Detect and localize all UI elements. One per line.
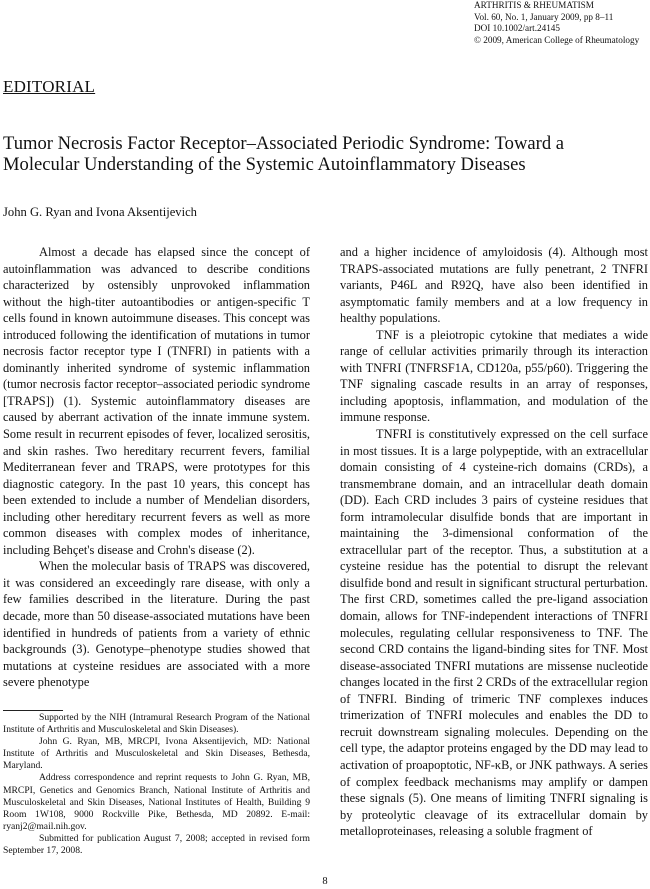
paragraph: Almost a decade has elapsed since the concept of autoinflammation was advanced to describe conditions characterized by ostensibly unprovoked inflammation without the high-titer autoantibodies or antigen-specific T cells found in known autoimmune diseases. This concept was introduced following the identification of mutations in tumor necrosis factor receptor type I (TNFRI) in patients with a dominantly inherited syndrome of systemic inflammation (tumor necrosis factor receptor–associated periodic syndrome [TRAPS]) (1). Systemic autoinflammatory diseases are caused by aberrant activation of the innate immune system. Some result in recurrent episodes of fever, localized serositis, and skin rashes. Two hereditary recurrent fevers, familial Mediterranean fever and TRAPS, were prototypes for this diagnostic category. In the past 10 years, this concept has been extended to include a number of Mendelian disorders, including other hereditary recurrent fevers as well as more common diseases with complex modes of inheritance, including Behçet's disease and Crohn's disease (2).	[3, 245, 310, 557]
footnote-funding: Supported by the NIH (Intramural Research Program of the National Institute of Arthritis and Musculoskeletal and Skin Diseases).	[3, 712, 310, 736]
journal-header	[474, 0, 650, 46]
page-number: 8	[322, 876, 328, 887]
body-column-right	[340, 244, 648, 840]
journal-name: ARTHRITIS & RHEUMATISM	[474, 0, 594, 10]
footnote-correspondence: Address correspondence and reprint requests to John G. Ryan, MB, MRCPI, Genetics and Genomics Branch, National Institute of Arthritis and Musculoskeletal and Skin Diseases, National Institutes of Health, Building 9 Room 1W108, 9000 Rockville Pike, Bethesda, MD 20892. E-mail: ryanj2@mail.nih.gov.	[3, 772, 310, 832]
doi: DOI 10.1002/art.24145	[474, 23, 560, 34]
paragraph: and a higher incidence of amyloidosis (4). Although most TRAPS-associated mutations are fully penetrant, 2 TNFRI variants, P46L and R92Q, have also been identified in asymptomatic family members and at a low frequency in healthy populations.	[340, 245, 648, 326]
body-column-left	[3, 244, 310, 691]
copyright: © 2009, American College of Rheumatology	[474, 34, 640, 45]
section-label: EDITORIAL	[3, 77, 96, 96]
volume-info: Vol. 60, No. 1, January 2009, pp 8–11	[474, 11, 614, 22]
footnotes	[3, 712, 310, 857]
paragraph: TNF is a pleiotropic cytokine that mediates a wide range of cellular activities primarily through its interaction with TNFRI (TNFRSF1A, CD120a, p55/p60). Triggering the TNF signaling cascade results in an array of responses, including apoptosis, inflammation, and modulation of the immune response.	[340, 327, 648, 425]
article-title: Tumor Necrosis Factor Receptor–Associated Periodic Syndrome: Toward a Molecular Understanding of the Systemic Autoinflammatory Diseases	[3, 133, 565, 175]
footnote-submission: Submitted for publication August 7, 2008; accepted in revised form September 17, 2008.	[3, 832, 310, 857]
footnote-divider	[3, 710, 63, 711]
footnote-affiliations: John G. Ryan, MB, MRCPI, Ivona Aksentijevich, MD: National Institute of Arthritis and Musculoskeletal and Skin Diseases, Bethesda, Maryland.	[3, 736, 310, 772]
paragraph: TNFRI is constitutively expressed on the cell surface in most tissues. It is a large polypeptide, with an extracellular domain consisting of 4 cysteine-rich domains (CRDs), a transmembrane domain, and an intracellular death domain (DD). Each CRD includes 3 pairs of cysteine residues that form intramolecular disulfide bonds that are important in maintaining the 3-dimensional conformation of the extracellular part of the receptor. Thus, a substitution at a cysteine residue has the potential to disrupt the relevant disulfide bond and result in significant structural perturbation. The first CRD, sometimes called the pre-ligand association domain, allows for TNF-independent interactions of TNFRI molecules, regulating cellular responsiveness to TNF. The second CRD contains the ligand-binding sites for TNF. Most disease-associated TNFRI mutations are missense nucleotide changes located in the first 2 CRDs of the extracellular region of TNFRI. Binding of trimeric TNF complexes induces trimerization of TNFRI molecules and enables the DD to recruit downstream signaling molecules. Depending on the cell type, the adaptor proteins engaged by the DD may lead to activation of proapoptotic, NF-κB, or JNK pathways. A series of complex feedback mechanisms may amplify or dampen these signals (5). One means of limiting TNFRI signaling is by proteolytic cleavage of its extracellular domain by metalloproteinases, releasing a soluble fragment of	[340, 427, 648, 839]
paragraph: When the molecular basis of TRAPS was discovered, it was considered an exceedingly rare disease, with only a few families described in the literature. During the past decade, more than 50 disease-associated mutations have been identified in hundreds of patients from a variety of ethnic backgrounds (3). Genotype–phenotype studies showed that mutations at cysteine residues are associated with a more severe phenotype	[3, 559, 310, 690]
authors: John G. Ryan and Ivona Aksentijevich	[3, 205, 197, 219]
